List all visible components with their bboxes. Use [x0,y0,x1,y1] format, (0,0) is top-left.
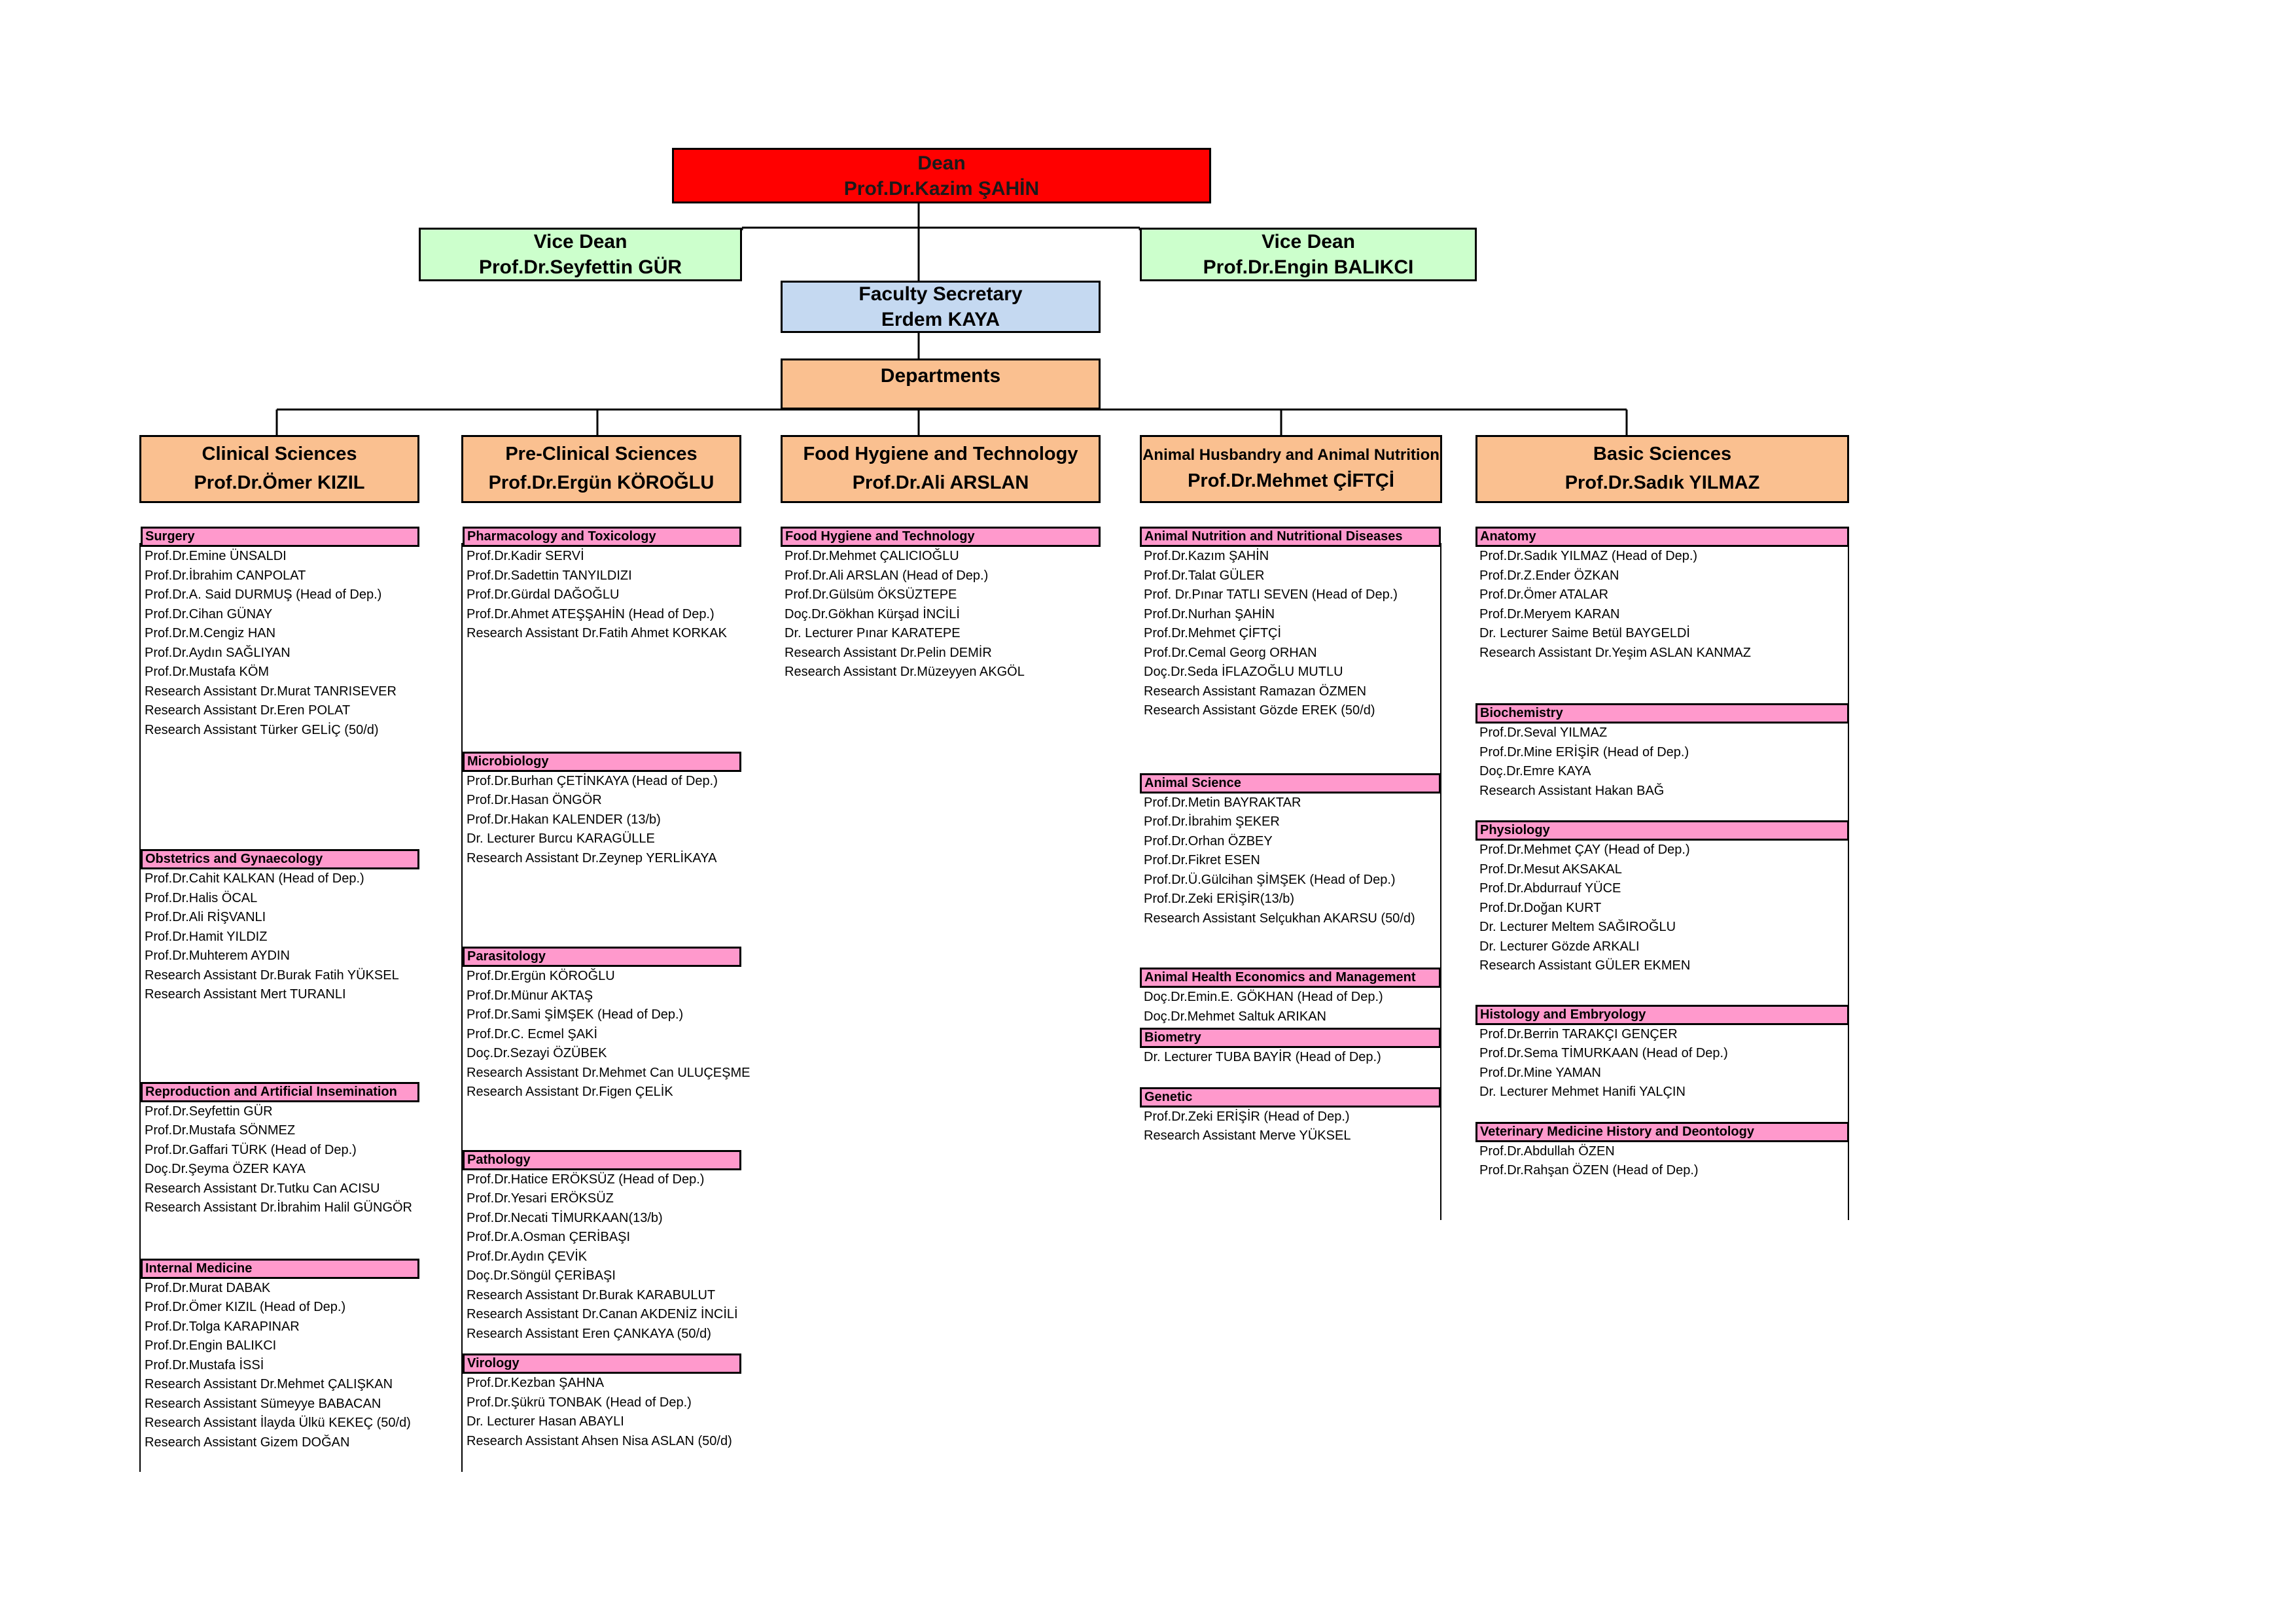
member: Research Assistant Türker GELİÇ (50/d) [145,722,379,737]
member: Research Assistant Gizem DOĞAN [145,1435,350,1450]
department-title: Basic Sciences [1593,444,1732,465]
vice-dean-name: Prof.Dr.Seyfettin GÜR [478,256,682,278]
member: Prof.Dr.Şükrü TONBAK (Head of Dep.) [467,1395,692,1410]
secretary-name: Erdem KAYA [881,309,1000,330]
member: Prof.Dr.Sadık YILMAZ (Head of Dep.) [1479,549,1698,563]
department-box-pre-clinical-sciences [461,435,741,503]
section-title: Obstetrics and Gynaecology [141,849,419,869]
column-clinical-sciences [141,527,419,1452]
member: Prof.Dr.Mehmet ÇAY (Head of Dep.) [1479,843,1690,857]
member: Doç.Dr.Mehmet Saltuk ARIKAN [1144,1009,1326,1024]
section-title: Biochemistry [1475,703,1849,724]
member: Prof.Dr.Tolga KARAPINAR [145,1319,300,1334]
member: Prof.Dr.Halis ÖCAL [145,890,258,905]
section-parasitology [463,947,751,1102]
department-head: Prof.Dr.Sadık YILMAZ [1564,472,1760,493]
member: Dr. Lecturer TUBA BAYİR (Head of Dep.) [1144,1050,1381,1064]
member: Doç.Dr.Emre KAYA [1479,764,1591,778]
member: Research Assistant Ahsen Nisa ASLAN (50/d) [467,1433,732,1448]
member: Prof.Dr.Hakan KALENDER (13/b) [467,812,661,827]
member: Prof.Dr.Emine ÜNSALDI [145,549,287,563]
member: Research Assistant Eren ÇANKAYA (50/d) [467,1326,711,1341]
member: Doç.Dr.Söngül ÇERİBAŞI [467,1268,616,1283]
section-food-hygiene [781,527,1101,682]
department-head: Prof.Dr.Ali ARSLAN [852,472,1029,493]
section-internal-medicine [141,1259,419,1453]
dean-name: Prof.Dr.Kazim ŞAHİN [843,177,1040,200]
member: Prof.Dr.Ergün KÖROĞLU [467,969,615,983]
member: Prof.Dr.Engin BALIKCI [145,1338,277,1353]
department-title: Clinical Sciences [202,444,357,465]
member: Prof.Dr.Burhan ÇETİNKAYA (Head of Dep.) [467,773,718,788]
section-reproduction [141,1082,419,1218]
member: Research Assistant Dr.Mehmet ÇALIŞKAN [145,1377,393,1391]
section-title: Genetic [1140,1087,1441,1108]
member: Prof.Dr.Talat GÜLER [1144,568,1265,583]
member: Research Assistant Dr.Mehmet Can ULUÇEŞME [467,1065,751,1080]
member: Research Assistant İlayda Ülkü KEKEÇ (50/d) [145,1416,411,1430]
member: Research Assistant Merve YÜKSEL [1144,1128,1351,1143]
member: Prof.Dr.Cahit KALKAN (Head of Dep.) [145,871,364,886]
member: Prof.Dr.Zeki ERİŞİR (Head of Dep.) [1144,1109,1350,1124]
column-pre-clinical-sciences [463,527,751,1451]
member: Research Assistant Sümeyye BABACAN [145,1396,381,1411]
member: Prof.Dr.A.Osman ÇERİBAŞI [467,1230,631,1244]
dean-box [672,148,1211,203]
member: Prof.Dr.Mustafa İSSİ [145,1357,264,1372]
member: Dr. Lecturer Mehmet Hanifi YALÇIN [1479,1085,1686,1099]
section-title: Veterinary Medicine History and Deontology [1475,1122,1849,1142]
member: Prof.Dr.Metin BAYRAKTAR [1144,795,1301,810]
member: Prof.Dr.Mehmet ÇİFTÇİ [1144,626,1282,640]
section-pathology [463,1150,741,1344]
section-title: Internal Medicine [141,1259,419,1279]
member: Research Assistant Dr.Murat TANRISEVER [145,684,397,699]
vice-dean-box-2 [1140,228,1477,281]
member: Prof. Dr.Pınar TATLI SEVEN (Head of Dep.) [1144,587,1398,602]
member: Prof.Dr.Mine YAMAN [1479,1065,1601,1080]
section-animal-science [1140,773,1441,929]
section-title: Microbiology [463,752,741,772]
member: Prof.Dr.Kadir SERVİ [467,549,584,563]
member: Prof.Dr.Z.Ender ÖZKAN [1479,568,1619,583]
department-title: Food Hygiene and Technology [803,444,1078,465]
member: Prof.Dr.Abdurrauf YÜCE [1479,881,1621,896]
member: Prof.Dr.İbrahim ŞEKER [1144,814,1280,829]
member: Prof.Dr.Seyfettin GÜR [145,1104,273,1119]
member: Doç.Dr.Sezayi ÖZÜBEK [467,1046,607,1060]
member: Prof.Dr.Seval YILMAZ [1479,725,1608,740]
section-title: Animal Health Economics and Management [1140,968,1441,988]
member: Prof.Dr.A. Said DURMUŞ (Head of Dep.) [145,587,382,602]
member: Prof.Dr.İbrahim CANPOLAT [145,568,306,583]
member: Prof.Dr.Fikret ESEN [1144,853,1260,867]
member: Research Assistant Gözde EREK (50/d) [1144,703,1375,718]
member: Research Assistant Dr.Zeynep YERLİKAYA [467,850,717,865]
member: Prof.Dr.Ömer KIZIL (Head of Dep.) [145,1300,346,1314]
member: Research Assistant Dr.Tutku Can ACISU [145,1181,380,1196]
member: Prof.Dr.Sami ŞİMŞEK (Head of Dep.) [467,1007,684,1022]
member: Research Assistant Dr.Fatih Ahmet KORKAK [467,626,727,640]
member: Research Assistant Dr.Pelin DEMİR [785,645,992,660]
member: Prof.Dr.Mustafa KÖM [145,665,270,679]
section-title: Pathology [463,1150,741,1170]
member: Research Assistant Dr.Burak KARABULUT [467,1287,716,1302]
member: Prof.Dr.Cihan GÜNAY [145,606,273,621]
section-obstetrics-gynaecology [141,849,419,1005]
member: Prof.Dr.Berrin TARAKÇI GENÇER [1479,1026,1678,1041]
member: Prof.Dr.Gülsüm ÖKSÜZTEPE [785,587,957,602]
department-box-clinical-sciences [139,435,419,503]
member: Research Assistant Dr.Müzeyyen AKGÖL [785,665,1025,679]
member: Prof.Dr.Aydın ÇEVİK [467,1249,588,1264]
section-animal-nutrition [1140,527,1441,721]
department-head: Prof.Dr.Ergün KÖROĞLU [488,472,715,493]
member: Prof.Dr.Orhan ÖZBEY [1144,833,1273,848]
section-title: Animal Science [1140,773,1441,794]
column-food-hygiene [781,527,1101,682]
section-anatomy [1475,527,1849,663]
section-pharmacology [463,527,741,644]
department-title: Pre-Clinical Sciences [505,444,698,465]
member: Research Assistant Hakan BAĞ [1479,783,1665,798]
member: Research Assistant Dr.İbrahim Halil GÜNGÖR [145,1200,413,1215]
member: Dr. Lecturer Gözde ARKALI [1479,939,1640,954]
section-title: Biometry [1140,1028,1441,1048]
member: Prof.Dr.Zeki ERİŞİR(13/b) [1144,892,1295,906]
member: Research Assistant Selçukhan AKARSU (50/d) [1144,911,1415,926]
section-title: Reproduction and Artificial Insemination [141,1082,419,1102]
departments-label: Departments [880,365,1001,387]
member: Prof.Dr.Ahmet ATEŞŞAHİN (Head of Dep.) [467,606,715,621]
member: Research Assistant Mert TURANLI [145,987,346,1002]
member: Prof.Dr.Mesut AKSAKAL [1479,862,1622,877]
department-box-basic-sciences [1475,435,1849,503]
section-surgery [141,527,419,740]
section-title: Parasitology [463,947,741,967]
member: Prof.Dr.Abdullah ÖZEN [1479,1143,1615,1159]
member: Doç.Dr.Emin.E. GÖKHAN (Head of Dep.) [1144,990,1383,1004]
member: Research Assistant Dr.Burak Fatih YÜKSEL [145,968,399,983]
member: Prof.Dr.Muhterem AYDIN [145,949,290,963]
section-animal-health-economics [1140,968,1441,1026]
secretary-title: Faculty Secretary [858,283,1023,305]
member: Prof.Dr.Cemal Georg ORHAN [1144,645,1317,660]
department-box-food-hygiene [781,435,1101,503]
member: Prof.Dr.C. Ecmel ŞAKİ [467,1026,598,1041]
departments-box [781,358,1101,410]
member: Prof.Dr.Sadettin TANYILDIZI [467,568,632,583]
faculty-secretary-box [781,281,1101,333]
section-histology-embryology [1475,1005,1849,1102]
member: Dr. Lecturer Pınar KARATEPE [785,626,961,640]
vice-dean-title: Vice Dean [1262,231,1355,253]
column-basic-sciences [1475,527,1849,1181]
member: Prof.Dr.Doğan KURT [1479,900,1602,915]
vice-dean-title: Vice Dean [533,231,627,253]
member: Research Assistant Dr.Eren POLAT [145,703,351,718]
department-head: Prof.Dr.Mehmet ÇİFTÇİ [1188,470,1394,491]
member: Prof.Dr.Gürdal DAĞOĞLU [467,587,620,602]
vice-dean-name: Prof.Dr.Engin BALIKCI [1203,256,1414,278]
section-title: Food Hygiene and Technology [781,527,1101,547]
department-head: Prof.Dr.Ömer KIZIL [194,472,365,493]
member: Prof.Dr.Hasan ÖNGÖR [467,793,602,807]
member: Research Assistant Ramazan ÖZMEN [1144,684,1367,699]
column-animal-husbandry [1140,527,1441,1146]
member: Prof.Dr.Gaffari TÜRK (Head of Dep.) [145,1142,357,1157]
member: Prof.Dr.Necati TİMURKAAN(13/b) [467,1210,663,1225]
section-genetic [1140,1087,1441,1146]
member: Prof.Dr.Meryem KARAN [1479,606,1620,621]
member: Prof.Dr.Münur AKTAŞ [467,988,593,1003]
section-title: Physiology [1475,820,1849,841]
section-virology [463,1353,741,1451]
member: Prof.Dr.Yesari ERÖKSÜZ [467,1191,614,1206]
member: Doç.Dr.Şeyma ÖZER KAYA [145,1162,306,1176]
section-title: Pharmacology and Toxicology [463,527,741,547]
member: Doç.Dr.Seda İFLAZOĞLU MUTLU [1144,665,1343,679]
member: Prof.Dr.Kezban ŞAHNA [467,1376,605,1390]
section-physiology [1475,820,1849,976]
member: Research Assistant GÜLER EKMEN [1479,958,1691,973]
member: Dr. Lecturer Hasan ABAYLI [467,1414,624,1429]
section-biometry [1140,1028,1441,1068]
member: Prof.Dr.Kazım ŞAHİN [1144,549,1269,563]
member: Prof.Dr.Murat DABAK [145,1280,271,1295]
member: Dr. Lecturer Meltem SAĞIROĞLU [1479,920,1676,934]
member: Prof.Dr.Sema TİMURKAAN (Head of Dep.) [1479,1046,1728,1060]
department-title: Animal Husbandry and Animal Nutrition [1142,445,1439,464]
section-title: Virology [463,1353,741,1374]
vice-dean-box-1 [419,228,742,281]
section-history-deontology [1475,1122,1849,1181]
member: Research Assistant Dr.Figen ÇELİK [467,1085,673,1099]
member: Research Assistant Dr.Canan AKDENİZ İNCİLİ [467,1307,738,1321]
dean-title: Dean [917,152,966,174]
member: Prof.Dr.Hatice ERÖKSÜZ (Head of Dep.) [467,1172,705,1187]
member: Dr. Lecturer Saime Betül BAYGELDİ [1479,626,1690,640]
member: Research Assistant Dr.Yeşim ASLAN KANMAZ [1479,645,1751,660]
member: Prof.Dr.Ü.Gülcihan ŞİMŞEK (Head of Dep.) [1144,872,1396,887]
member: Prof.Dr.Mehmet ÇALICIOĞLU [785,549,959,563]
member: Prof.Dr.Mustafa SÖNMEZ [145,1123,296,1138]
member: Dr. Lecturer Burcu KARAGÜLLE [467,831,655,846]
member: Prof.Dr.Ali RİŞVANLI [145,910,266,924]
member: Prof.Dr.Nurhan ŞAHİN [1144,606,1275,621]
member: Prof.Dr.Aydın SAĞLIYAN [145,645,291,660]
member: Prof.Dr.Rahşan ÖZEN (Head of Dep.) [1479,1163,1699,1178]
member: Prof.Dr.Ali ARSLAN (Head of Dep.) [785,568,989,583]
section-title: Histology and Embryology [1475,1005,1849,1025]
section-title: Animal Nutrition and Nutritional Diseases [1140,527,1441,547]
section-title: Anatomy [1475,527,1849,547]
member: Prof.Dr.Hamit YILDIZ [145,929,268,944]
member: Prof.Dr.Ömer ATALAR [1479,587,1609,602]
member: Prof.Dr.M.Cengiz HAN [145,626,276,640]
section-microbiology [463,752,741,869]
department-box-animal-husbandry [1140,435,1442,503]
section-title: Surgery [141,527,419,547]
section-biochemistry [1475,703,1849,801]
member: Doç.Dr.Gökhan Kürşad İNCİLİ [785,606,960,621]
member: Prof.Dr.Mine ERİŞİR (Head of Dep.) [1479,744,1689,759]
